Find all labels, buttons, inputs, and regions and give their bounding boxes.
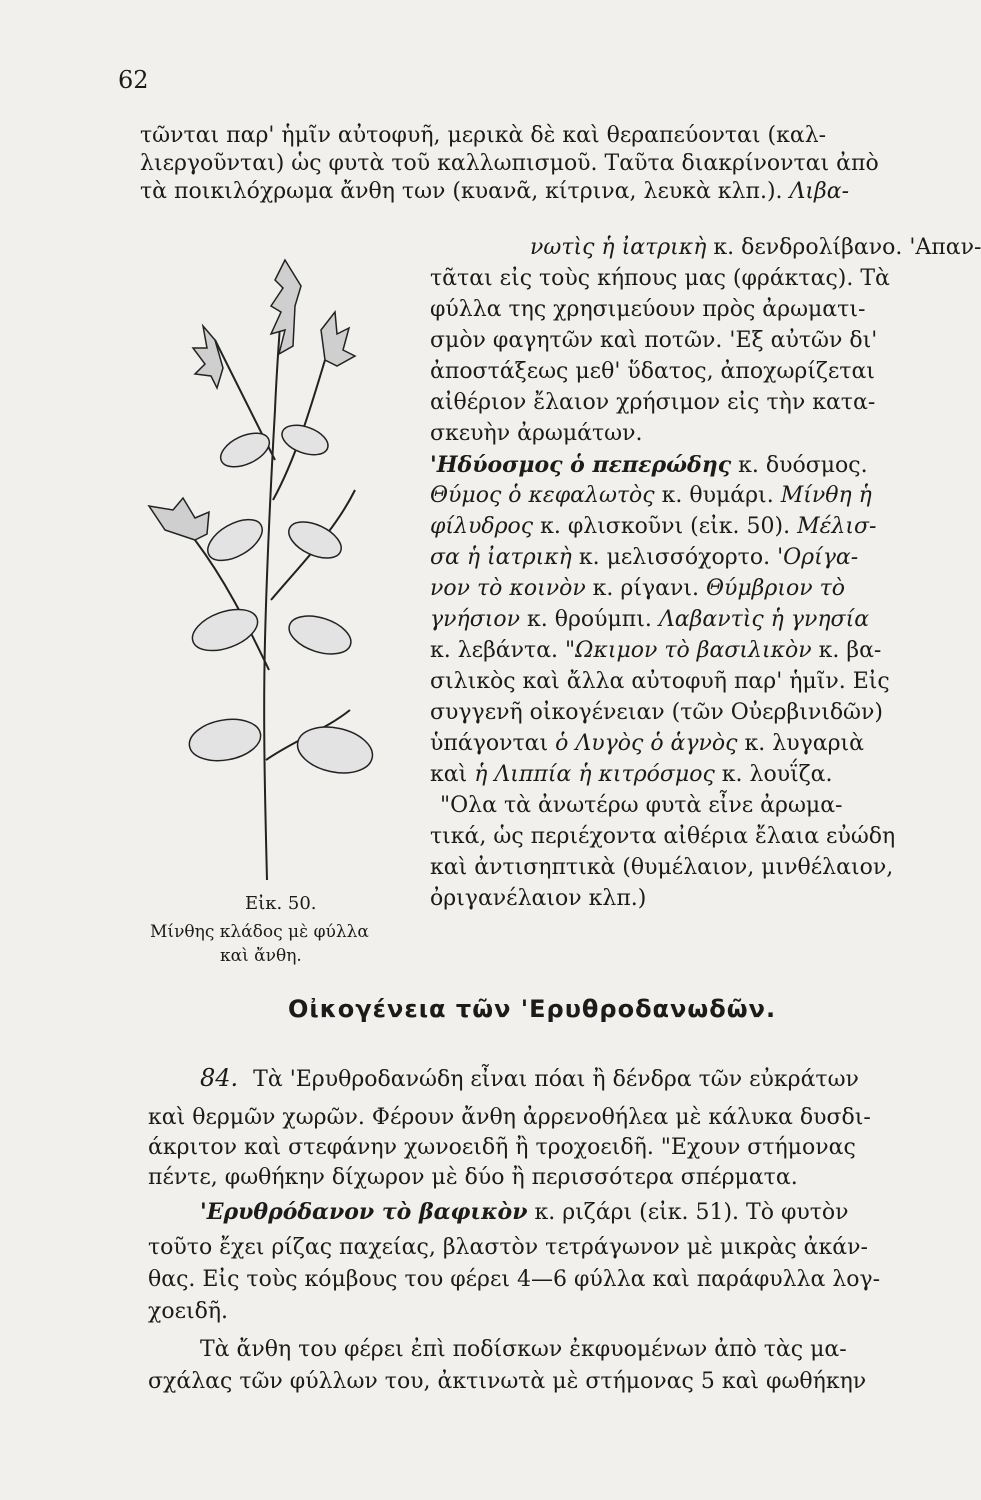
- text-run: ὀριγανέλαιον κλπ.): [430, 886, 647, 911]
- text-line: θας. Εἰς τοὺς κόμβους του φέρει 4—6 φύλλα καὶ παράφυλλα λογ-: [148, 1267, 881, 1292]
- text-line: [430, 885, 646, 913]
- text-run: ἀποστάξεως μεθ' ὕδατος, ἀποχωρίζεται: [430, 359, 875, 384]
- text-run: νον τὸ κοινὸν: [430, 576, 586, 601]
- text-line: τοῦτο ἔχει ρίζας παχείας, βλαστὸν τετράγωνον μὲ μικρὰς ἀκάν-: [148, 1235, 868, 1260]
- text-line: [140, 178, 849, 206]
- text-run: φύλλα της χρησιμεύουν πρὸς ἀρωματι-: [430, 297, 866, 322]
- text-run: σμὸν φαγητῶν καὶ ποτῶν. 'Εξ αὐτῶν δι': [430, 328, 878, 353]
- text-run: Μίνθη ἡ: [780, 483, 872, 508]
- text-line: [200, 1198, 849, 1227]
- figure-number: Εἰκ. 50.: [245, 893, 317, 914]
- text-line: [430, 761, 832, 789]
- text-line: [430, 327, 877, 355]
- text-line: [430, 265, 890, 293]
- text-line: σχάλας τῶν φύλλων του, ἀκτινωτὰ μὲ στήμονας 5 καὶ φωθήκην: [148, 1369, 867, 1394]
- text-line: [430, 513, 876, 541]
- text-run: κ. ρίγανι.: [585, 576, 706, 601]
- text-line: [430, 637, 881, 665]
- species-name: 'Ερυθρόδανον τὸ βαφικὸν: [200, 1199, 528, 1225]
- text-line: [430, 544, 858, 572]
- text-line: [430, 606, 869, 634]
- text-run: σιλικὸς καὶ ἄλλα αὐτοφυῆ παρ' ἡμῖν. Εἰς: [430, 669, 890, 694]
- text-line: [430, 482, 872, 510]
- text-run: ὑπάγονται: [430, 731, 556, 756]
- text-run: "Ωκιμον τὸ βασιλικὸν: [565, 638, 812, 663]
- text-line: [430, 358, 875, 386]
- text-line: [430, 668, 890, 696]
- text-line: [430, 451, 868, 480]
- text-line: [200, 1064, 859, 1094]
- text-run: τικά, ὡς περιέχοντα αἰθέρια ἔλαια εὐώδη: [430, 824, 896, 849]
- text-line: [530, 234, 981, 262]
- text-run: τὰ ποικιλόχρωμα ἄνθη των (κυανᾶ, κίτρινα, λευκὰ κλπ.).: [140, 179, 783, 204]
- text-run: κ. ριζάρι (εἰκ. 51). Τὸ φυτὸν: [534, 1200, 849, 1225]
- text-run: κ. θρούμπι.: [519, 607, 659, 632]
- text-run: κ. θυμάρι.: [654, 483, 781, 508]
- text-run: νωτὶς ἡ ἰατρικὴ: [530, 235, 707, 260]
- text-run: κ. φλισκοῦνι (εἰκ. 50).: [533, 514, 798, 539]
- text-run: αἰθέριον ἔλαιον χρήσιμον εἰς τὴν κατα-: [430, 390, 876, 415]
- text-line: Τὰ ἄνθη του φέρει ἐπὶ ποδίσκων ἐκφυομένων ἀπὸ τὰς μα-: [200, 1337, 847, 1362]
- text-run: κ. βα-: [811, 638, 882, 663]
- text-line: [430, 575, 845, 603]
- text-run: καὶ ἀντισηπτικὰ (θυμέλαιον, μινθέλαιον,: [430, 855, 894, 880]
- text-line: [440, 792, 842, 820]
- page-number: 62: [118, 66, 149, 94]
- text-line: [430, 823, 895, 851]
- text-line: λιεργοῦνται) ὡς φυτὰ τοῦ καλλωπισμοῦ. Ταῦτα διακρίνονται ἀπὸ: [140, 151, 879, 176]
- text-run: Θύμβριον τὸ: [705, 576, 845, 601]
- text-line: χοειδῆ.: [148, 1299, 229, 1324]
- text-line: άκριτον καὶ στεφάνην χωνοειδῆ ἢ τροχοειδῆ. "Εχουν στήμονας: [148, 1135, 856, 1160]
- text-run: Λαβαντὶς ἡ γνησία: [658, 607, 870, 632]
- text-run: συγγενῆ οἰκογένειαν (τῶν Οὐερβινιδῶν): [430, 700, 883, 725]
- text-line: καὶ θερμῶν χωρῶν. Φέρουν ἄνθη ἀρρενοθήλεα μὲ κάλυκα δυσδι-: [148, 1105, 871, 1130]
- text-run: κ. λυγαριὰ: [737, 731, 864, 756]
- mint-branch-illustration: [135, 240, 415, 880]
- section-heading: Οἰκογένεια τῶν 'Ερυθροδανωδῶν.: [288, 995, 777, 1023]
- text-line: [430, 420, 642, 448]
- text-run: "Ολα τὰ ἀνωτέρω φυτὰ εἶνε ἀρωμα-: [440, 793, 843, 818]
- text-run: ὁ Λυγὸς ὁ ἁγνὸς: [555, 731, 738, 756]
- text-line: πέντε, φωθήκην δίχωρον μὲ δύο ἢ περισσότερα σπέρματα.: [148, 1165, 798, 1190]
- text-run: ἡ Λιππία ἡ κιτρόσμος: [474, 762, 715, 787]
- text-run: καὶ: [430, 762, 475, 787]
- text-run: τᾶται εἰς τοὺς κήπους μας (φράκτας). Τὰ: [430, 266, 890, 291]
- text-line: [430, 730, 864, 758]
- text-run: κ. λεβάντα.: [430, 638, 566, 663]
- text-run: κ. δενδρολίβανο. 'Απαν-: [706, 235, 981, 260]
- text-run: φίλυδρος: [430, 514, 534, 539]
- text-line: [430, 389, 875, 417]
- text-run: γνήσιον: [430, 607, 520, 632]
- text-line: τῶνται παρ' ἡμῖν αὐτοφυῆ, μερικὰ δὲ καὶ θεραπεύονται (καλ-: [140, 123, 827, 148]
- figure-caption: Μίνθης κλάδος μὲ φύλλα: [150, 922, 369, 942]
- text-run: Τὰ 'Ερυθροδανώδη εἶναι πόαι ἢ δένδρα τῶν εὐκράτων: [253, 1067, 859, 1092]
- text-run: Μέλισ-: [797, 514, 877, 539]
- text-run: κ. δυόσμος.: [731, 453, 868, 478]
- text-run: 'Ορίγα-: [777, 545, 859, 570]
- paragraph-number: 84.: [200, 1064, 239, 1092]
- text-run: σα ἡ ἰατρικὴ: [430, 545, 572, 570]
- text-line: [430, 296, 865, 324]
- text-run: σκευὴν ἀρωμάτων.: [430, 421, 643, 446]
- figure-caption: καὶ ἄνθη.: [220, 946, 302, 966]
- text-run: κ. λουΐζα.: [714, 762, 833, 787]
- text-run: κ. μελισσόχορτο.: [571, 545, 778, 570]
- text-line: [430, 854, 893, 882]
- text-line: [430, 699, 883, 727]
- text-run: Θύμος ὁ κεφαλωτὸς: [430, 483, 655, 508]
- species-name: 'Ηδύοσμος ὁ πεπερώδης: [430, 452, 732, 478]
- text-run: Λιβα-: [789, 179, 850, 204]
